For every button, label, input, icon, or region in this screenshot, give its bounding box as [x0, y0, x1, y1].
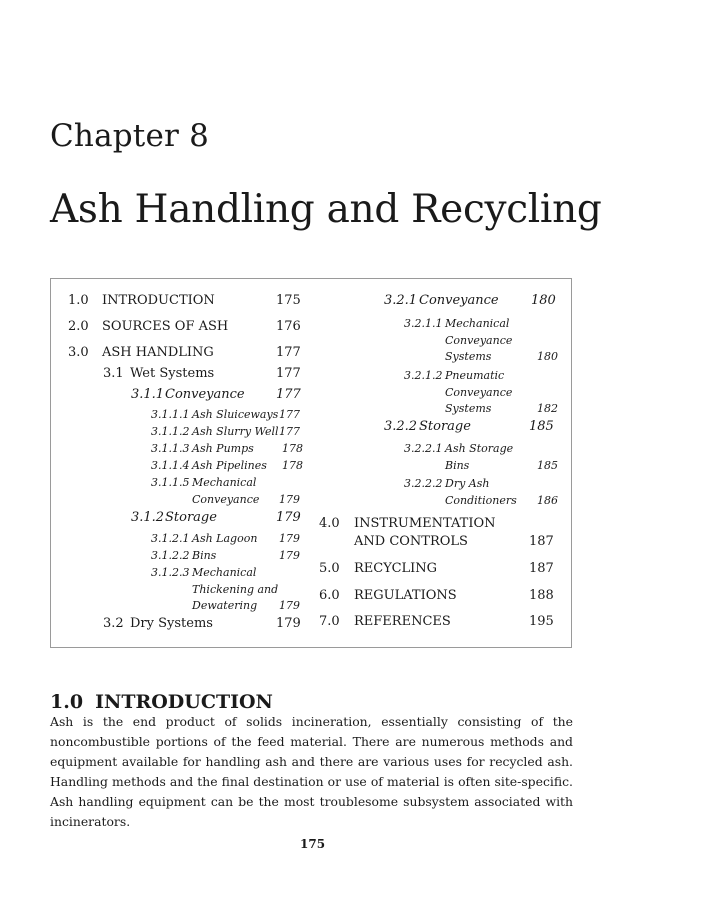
toc-entry-number: 3.1.1.1: [151, 408, 190, 421]
toc-entry-number: 3.1.2.2: [151, 549, 190, 562]
toc-entry-page: 179: [279, 549, 300, 562]
toc-entry-number: 3.2.2.2: [404, 477, 443, 490]
toc-entry-page: 188: [529, 588, 554, 603]
toc-entry-page: 195: [529, 614, 554, 629]
toc-entry-number: 3.1.2.3: [151, 566, 190, 579]
toc-entry-page: 179: [279, 599, 300, 612]
chapter-title: Ash Handling and Recycling: [50, 187, 602, 232]
toc-entry-title: Dry Ash: [445, 477, 490, 490]
toc-entry-title: Ash Pumps: [192, 442, 254, 455]
toc-entry-title: Wet Systems: [130, 366, 215, 381]
toc-entry-number: 3.1.2: [131, 510, 165, 525]
toc-entry-number: 3.2.2: [384, 419, 418, 434]
toc-entry-title: Ash Slurry Well: [192, 425, 279, 438]
toc-entry-title: INTRODUCTION: [102, 293, 215, 308]
toc-entry-number: 3.2.2.1: [404, 442, 443, 455]
toc-entry[interactable]: [404, 476, 561, 510]
page-number: 175: [300, 837, 326, 851]
table-of-contents: [50, 278, 572, 648]
toc-entry-number: 3.2.1.1: [404, 317, 443, 330]
toc-entry-page: 187: [529, 534, 554, 549]
toc-entry[interactable]: [404, 368, 561, 418]
toc-entry-number: 7.0: [319, 614, 340, 629]
toc-entry-title-cont: Systems: [445, 350, 492, 363]
toc-entry-title: SOURCES OF ASH: [102, 319, 229, 334]
toc-entry-number: 6.0: [319, 588, 340, 603]
toc-entry-page: 177: [276, 387, 301, 402]
toc-entry-number: 3.2.1.2: [404, 369, 443, 382]
toc-entry-title: Mechanical: [445, 317, 510, 330]
toc-entry-number: 3.1.2.1: [151, 532, 190, 545]
toc-entry[interactable]: [151, 565, 300, 615]
toc-entry-title: Conveyance: [165, 387, 245, 402]
toc-entry-title: ASH HANDLING: [102, 345, 214, 360]
toc-entry-page: 176: [276, 319, 301, 334]
toc-entry-number: 3.2.1: [384, 293, 418, 308]
toc-entry-number: 3.0: [68, 345, 89, 360]
toc-entry-title: Mechanical: [192, 566, 257, 579]
toc-entry-page: 187: [529, 561, 554, 576]
toc-entry-number: 4.0: [319, 516, 340, 531]
toc-entry-title: Ash Sluiceways: [192, 408, 279, 421]
toc-entry-page: 178: [282, 442, 303, 455]
toc-entry-number: 3.2: [103, 616, 124, 631]
toc-entry-title-cont: Conveyance: [192, 493, 260, 506]
toc-entry-number: 1.0: [68, 293, 89, 308]
toc-entry-number: 3.1.1: [131, 387, 165, 402]
toc-entry-title: Ash Lagoon: [192, 532, 258, 545]
toc-entry-page: 180: [531, 293, 556, 308]
toc-entry-page: 185: [529, 419, 554, 434]
toc-entry-page: 182: [537, 402, 558, 415]
toc-entry-title: INSTRUMENTATION: [354, 516, 496, 531]
toc-entry-title: Mechanical: [192, 476, 257, 489]
toc-entry[interactable]: [319, 516, 559, 552]
toc-entry-page: 179: [276, 616, 301, 631]
toc-entry-number: 3.1.1.2: [151, 425, 190, 438]
toc-entry-page: 179: [276, 510, 301, 525]
toc-entry-title: Ash Storage: [445, 442, 514, 455]
toc-entry-title: REFERENCES: [354, 614, 451, 629]
toc-entry-number: 3.1: [103, 366, 124, 381]
toc-entry-title-cont: Systems: [445, 402, 492, 415]
toc-entry-title: Storage: [165, 510, 217, 525]
section-body: Ash is the end product of solids incineration, essentially consisting of the noncombustible portions of the feed material. There are numerous methods and equipment available for handling ash and there are various uses for recycled ash. Handling methods and the final destination or use of material is often site-specific. Ash handling equipment can be the most troublesome subsystem associated with incinerators.: [50, 714, 573, 829]
toc-entry-number: 5.0: [319, 561, 340, 576]
toc-entry-title-cont: AND CONTROLS: [354, 534, 468, 549]
toc-entry-title-cont: Dewatering: [192, 599, 258, 612]
toc-entry[interactable]: [404, 441, 561, 475]
toc-entry-title-cont: Conveyance: [445, 334, 513, 347]
toc-entry-page: 185: [537, 459, 558, 472]
toc-entry-title: Conveyance: [419, 293, 499, 308]
toc-entry[interactable]: [151, 475, 300, 509]
toc-entry-number: 2.0: [68, 319, 89, 334]
toc-entry-page: 179: [279, 493, 300, 506]
toc-entry-page: 186: [537, 494, 558, 507]
chapter-label: Chapter 8: [50, 118, 210, 154]
toc-entry-title: Storage: [419, 419, 471, 434]
section-heading: [50, 691, 285, 713]
toc-entry-title: REGULATIONS: [354, 588, 457, 603]
toc-entry-title-cont: Bins: [445, 459, 470, 472]
toc-entry-page: 177: [276, 345, 301, 360]
toc-entry-title-cont: Conditioners: [445, 494, 517, 507]
toc-entry-page: 175: [276, 293, 301, 308]
toc-entry-title: Dry Systems: [130, 616, 213, 631]
toc-entry-page: 177: [279, 425, 300, 438]
toc-entry-page: 178: [282, 459, 303, 472]
toc-entry-title: Pneumatic: [445, 369, 505, 382]
toc-entry-title: Ash Pipelines: [192, 459, 267, 472]
section-number: 1.0: [50, 691, 84, 713]
toc-entry-page: 180: [537, 350, 558, 363]
toc-entry-title-cont: Thickening and: [192, 583, 279, 596]
toc-entry-title: Bins: [192, 549, 217, 562]
toc-entry-number: 3.1.1.3: [151, 442, 190, 455]
toc-entry-number: 3.1.1.4: [151, 459, 190, 472]
toc-entry-page: 179: [279, 532, 300, 545]
section-title: INTRODUCTION: [95, 691, 273, 713]
toc-entry-title-cont: Conveyance: [445, 386, 513, 399]
toc-entry-page: 177: [279, 408, 300, 421]
toc-entry[interactable]: [404, 316, 561, 366]
toc-entry-page: 177: [276, 366, 301, 381]
toc-entry-title: RECYCLING: [354, 561, 438, 576]
toc-entry-number: 3.1.1.5: [151, 476, 190, 489]
